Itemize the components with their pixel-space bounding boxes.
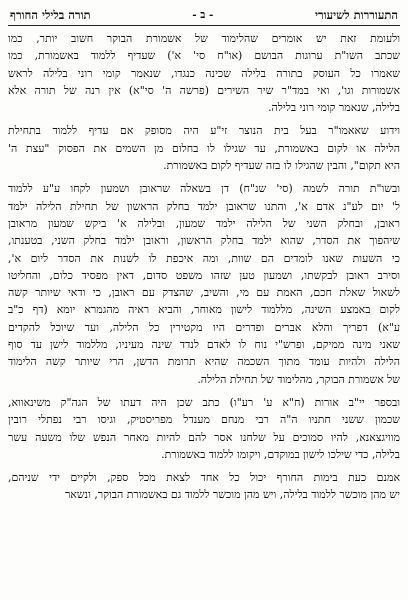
document-body bbox=[8, 30, 400, 504]
text-line: ולעומת זאת יש אומרים שהלימוד של אשמורת הבוקר חשוב יותר, כמו bbox=[8, 32, 400, 45]
text-line: ראובן, ובחלק השני של הלילה ילמד שמעון, ובלילה א' ביקש שמעון מראובן bbox=[8, 216, 400, 230]
text-line: ובספר יי"ב אורות (ח"א ע' רע"ו) כתב שכן היה דעתו של הגה"ק משינאווא, bbox=[8, 395, 400, 409]
text-line: שאמרו כל העוסק בתורה בלילה שכינה כנגדו, שנאמר קומי רוני בלילה לראש bbox=[8, 66, 400, 80]
text-line: של אשמורת הבוקר, מהלימוד של תחילת הלילה. bbox=[197, 372, 400, 386]
text-line: בלילה, שנאמר קומי רוני בלילה. bbox=[268, 101, 400, 115]
text-line: ע"א) דפריך והלא אברים ופדרים היו מקטירין כל הלילה, ועד שיוכל להקדים bbox=[8, 320, 400, 334]
text-line: שכמון ששני חתניו ה"ה רבי מנחם מענדל מפריסטיק, וגיסו רבי נפתלי רובין bbox=[8, 413, 400, 427]
header-left-title: תורה בלילי החורף bbox=[10, 8, 91, 22]
text-line: הלילה ולהיות עומד מתוך השכמה שהיא תרומת הדשן, הרי שיותר קשה הלימוד bbox=[8, 355, 400, 369]
text-line: ל' יום לע"נ אדם א', והתנו שראובן ילמד בחלק הראשון של תחילת הלילה ילמד bbox=[8, 199, 400, 213]
text-line: כי השעות שאנו לומדים הם שוות, ומה איכפת לו לשנות את הסדר ליום א', bbox=[8, 251, 400, 265]
text-line: הלילה או לקום באשמורת, עד שגילו לו בחלום מן השמים את הפסוק "עצת ה' bbox=[8, 141, 400, 155]
paragraph bbox=[8, 122, 400, 174]
text-line: היא תקום", והבין שהגילו לו בזה שעדיף לקום באשמורת. bbox=[163, 159, 400, 173]
text-line: שיהפוך את הסדר, שהוא ילמד בחלק הראשון, וראובן ילמד בחלק השני, בטענתו, bbox=[8, 234, 400, 248]
paragraph bbox=[8, 469, 400, 504]
paragraph bbox=[8, 180, 400, 388]
paragraph bbox=[8, 394, 400, 463]
text-line: בלילה, כדי שילכו לישון במוקדם, ויקומו ללמוד באשמורת. bbox=[161, 447, 400, 461]
text-line: ובשו"ת תורה לשמה (סי' שנ"ח) דן בשאלה שראובן ושמעון לקחו ע"ע ללמוד bbox=[8, 182, 400, 196]
text-line: וידוע שאאמו"ר בעל בית הנוצר זי"ע היה מסופק אם עדיף ללמוד בתחילת bbox=[8, 124, 400, 138]
page-number: - ב - bbox=[192, 9, 214, 21]
text-line: מוויגצאנא, להיו סמוכים על שלחנו אסר להם להיות מאחר הנפש שלו משעה עשר bbox=[8, 430, 400, 444]
text-line: שכתב השו"ת ערוגות הבושם (או"ח סי' א') שעדיף ללמוד באשמורת, כמו bbox=[8, 49, 400, 63]
text-line: שאני מינה ממיקם, ופרש"י נוח לו לאדם לנדד שינה מעיניו, מללמוד לישן עד סוף bbox=[8, 338, 400, 352]
text-line: אשמורות וגו', ואי במד"ר שיר השירים (פרשה ה' סי"א) אין רנה של תורה אלא bbox=[8, 83, 400, 97]
text-line: לקום באמצע השינה, מללמוד לישון מאוחר, והביא ראיה מהגמרא יומא (דף כ"ב bbox=[8, 303, 400, 317]
header-right-title: התעוררות לשיעורי bbox=[315, 8, 398, 22]
paragraph bbox=[8, 30, 400, 116]
running-header bbox=[8, 6, 400, 26]
text-line: יש מהן מוכשר ללמוד בלילה, ויש מהן מוכשר ללמוד גם באשמורת הבוקר, ונשאר bbox=[64, 488, 400, 502]
text-line: אמנם כעת בימות החורף יכול כל אחד לצאת מכל ספק, ולקיים ידי שניהם, bbox=[8, 471, 400, 485]
text-line: וסירב ראובן לבקשתו, ושמעון טען שזהו משפט סדום, דאין מפסיד כלום, והחליטו bbox=[8, 268, 400, 282]
text-line: לשאול שאלת חכם, האמת עם מי, והשיב, שהצדק עם ראובן, כי ודאי שיותר קשה bbox=[8, 286, 400, 300]
